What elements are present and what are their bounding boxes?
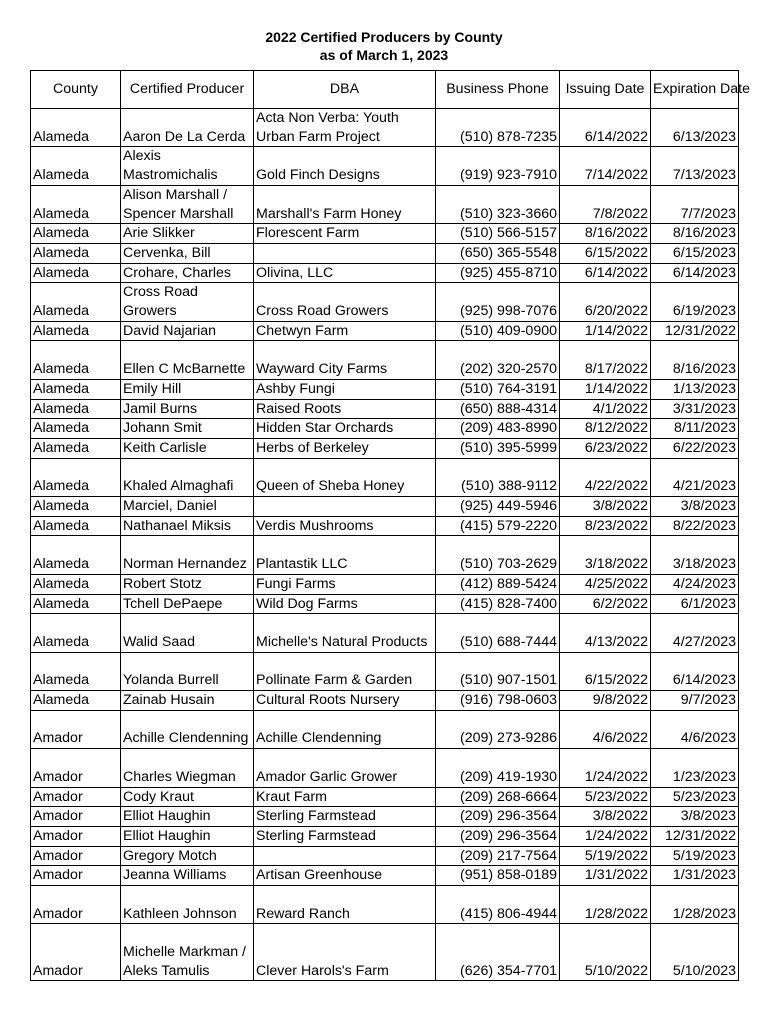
table-row — [31, 886, 739, 924]
cell-expiration-date: 1/23/2023 — [651, 749, 739, 787]
cell-phone: (209) 296-3564 — [436, 826, 560, 846]
cell-issuing-date: 1/14/2022 — [560, 379, 651, 399]
cell-phone: (510) 907-1501 — [436, 652, 560, 690]
cell-producer: Jamil Burns — [121, 399, 254, 419]
cell-dba: Sterling Farmstead — [254, 807, 436, 827]
cell-expiration-date: 6/15/2023 — [651, 243, 739, 263]
cell-dba: Achille Clendenning — [254, 710, 436, 748]
table-row — [31, 321, 739, 341]
cell-phone: (510) 878-7235 — [436, 109, 560, 147]
report-title — [0, 28, 768, 64]
cell-issuing-date: 6/14/2022 — [560, 263, 651, 283]
cell-phone: (925) 455-8710 — [436, 263, 560, 283]
cell-expiration-date: 4/27/2023 — [651, 614, 739, 652]
cell-issuing-date: 1/14/2022 — [560, 321, 651, 341]
cell-dba: Wild Dog Farms — [254, 594, 436, 614]
cell-issuing-date: 5/10/2022 — [560, 924, 651, 981]
cell-dba: Ashby Fungi — [254, 379, 436, 399]
cell-county: Alameda — [31, 691, 121, 711]
cell-issuing-date: 6/15/2022 — [560, 652, 651, 690]
cell-producer: Tchell DePaepe — [121, 594, 254, 614]
cell-expiration-date: 1/31/2023 — [651, 866, 739, 886]
cell-expiration-date: 9/7/2023 — [651, 691, 739, 711]
table-row — [31, 497, 739, 517]
cell-expiration-date: 7/13/2023 — [651, 147, 739, 185]
cell-producer: Gregory Motch — [121, 846, 254, 866]
cell-dba: Acta Non Verba: Youth Urban Farm Project — [254, 109, 436, 147]
cell-dba: Clever Harols's Farm — [254, 924, 436, 981]
table-row — [31, 807, 739, 827]
cell-county: Alameda — [31, 594, 121, 614]
header-producer: Certified Producer — [121, 71, 254, 109]
cell-county: Amador — [31, 807, 121, 827]
cell-producer: Achille Clendenning — [121, 710, 254, 748]
cell-phone: (510) 395-5999 — [436, 438, 560, 458]
cell-county: Amador — [31, 846, 121, 866]
cell-producer: Marciel, Daniel — [121, 497, 254, 517]
cell-producer: Alexis Mastromichalis — [121, 147, 254, 185]
cell-phone: (925) 998-7076 — [436, 283, 560, 321]
cell-issuing-date: 4/13/2022 — [560, 614, 651, 652]
cell-dba: Gold Finch Designs — [254, 147, 436, 185]
table-row — [31, 652, 739, 690]
cell-issuing-date: 7/8/2022 — [560, 185, 651, 223]
cell-phone: (650) 365-5548 — [436, 243, 560, 263]
cell-expiration-date: 5/23/2023 — [651, 787, 739, 807]
cell-phone: (209) 296-3564 — [436, 807, 560, 827]
cell-issuing-date: 8/16/2022 — [560, 224, 651, 244]
cell-expiration-date: 7/7/2023 — [651, 185, 739, 223]
cell-county: Alameda — [31, 185, 121, 223]
cell-producer: Walid Saad — [121, 614, 254, 652]
table-row — [31, 787, 739, 807]
cell-county: Alameda — [31, 458, 121, 496]
cell-producer: Aaron De La Cerda — [121, 109, 254, 147]
cell-issuing-date: 4/22/2022 — [560, 458, 651, 496]
cell-producer: Alison Marshall / Spencer Marshall — [121, 185, 254, 223]
table-row — [31, 263, 739, 283]
cell-dba: Michelle's Natural Products — [254, 614, 436, 652]
cell-producer: Jeanna Williams — [121, 866, 254, 886]
cell-issuing-date: 6/2/2022 — [560, 594, 651, 614]
cell-expiration-date: 12/31/2022 — [651, 321, 739, 341]
header-issuing-date: Issuing Date — [560, 71, 651, 109]
cell-phone: (510) 764-3191 — [436, 379, 560, 399]
table-row — [31, 826, 739, 846]
cell-county: Amador — [31, 886, 121, 924]
cell-county: Alameda — [31, 419, 121, 439]
table-row — [31, 283, 739, 321]
cell-phone: (209) 483-8990 — [436, 419, 560, 439]
cell-phone: (951) 858-0189 — [436, 866, 560, 886]
cell-issuing-date: 9/8/2022 — [560, 691, 651, 711]
producers-table — [30, 70, 750, 981]
cell-phone: (650) 888-4314 — [436, 399, 560, 419]
cell-county: Alameda — [31, 438, 121, 458]
cell-dba: Fungi Farms — [254, 574, 436, 594]
cell-expiration-date: 4/24/2023 — [651, 574, 739, 594]
cell-producer: Cross Road Growers — [121, 283, 254, 321]
cell-county: Alameda — [31, 379, 121, 399]
cell-phone: (510) 323-3660 — [436, 185, 560, 223]
cell-phone: (412) 889-5424 — [436, 574, 560, 594]
cell-phone: (202) 320-2570 — [436, 341, 560, 379]
cell-producer: Kathleen Johnson — [121, 886, 254, 924]
table-row — [31, 924, 739, 981]
cell-county: Amador — [31, 749, 121, 787]
cell-phone: (510) 703-2629 — [436, 536, 560, 574]
cell-county: Alameda — [31, 652, 121, 690]
cell-county: Alameda — [31, 147, 121, 185]
cell-dba: Artisan Greenhouse — [254, 866, 436, 886]
table-row — [31, 846, 739, 866]
cell-producer: Yolanda Burrell — [121, 652, 254, 690]
table-row — [31, 691, 739, 711]
cell-phone: (626) 354-7701 — [436, 924, 560, 981]
cell-county: Amador — [31, 826, 121, 846]
cell-county: Alameda — [31, 516, 121, 536]
table-row — [31, 458, 739, 496]
cell-issuing-date: 6/14/2022 — [560, 109, 651, 147]
cell-producer: Ellen C McBarnette — [121, 341, 254, 379]
cell-dba: Queen of Sheba Honey — [254, 458, 436, 496]
cell-producer: Norman Hernandez — [121, 536, 254, 574]
cell-county: Amador — [31, 866, 121, 886]
cell-dba: Verdis Mushrooms — [254, 516, 436, 536]
cell-dba — [254, 846, 436, 866]
cell-county: Alameda — [31, 614, 121, 652]
cell-county: Alameda — [31, 341, 121, 379]
cell-county: Alameda — [31, 283, 121, 321]
cell-issuing-date: 1/24/2022 — [560, 749, 651, 787]
cell-county: Amador — [31, 787, 121, 807]
cell-issuing-date: 5/23/2022 — [560, 787, 651, 807]
cell-issuing-date: 8/17/2022 — [560, 341, 651, 379]
cell-expiration-date: 3/18/2023 — [651, 536, 739, 574]
table-row — [31, 536, 739, 574]
cell-producer: Crohare, Charles — [121, 263, 254, 283]
cell-dba: Sterling Farmstead — [254, 826, 436, 846]
cell-producer: Emily Hill — [121, 379, 254, 399]
cell-issuing-date: 3/8/2022 — [560, 807, 651, 827]
cell-producer: David Najarian — [121, 321, 254, 341]
cell-expiration-date: 3/8/2023 — [651, 807, 739, 827]
cell-dba: Marshall's Farm Honey — [254, 185, 436, 223]
cell-producer: Robert Stotz — [121, 574, 254, 594]
cell-dba: Pollinate Farm & Garden — [254, 652, 436, 690]
cell-county: Alameda — [31, 321, 121, 341]
cell-dba — [254, 497, 436, 517]
table-row — [31, 710, 739, 748]
table-row — [31, 594, 739, 614]
title-line-1: 2022 Certified Producers by County — [265, 29, 503, 45]
cell-expiration-date: 4/21/2023 — [651, 458, 739, 496]
cell-producer: Charles Wiegman — [121, 749, 254, 787]
cell-expiration-date: 1/13/2023 — [651, 379, 739, 399]
header-dba: DBA — [254, 71, 436, 109]
table-row — [31, 379, 739, 399]
cell-expiration-date: 5/19/2023 — [651, 846, 739, 866]
cell-issuing-date: 3/18/2022 — [560, 536, 651, 574]
cell-producer: Keith Carlisle — [121, 438, 254, 458]
cell-county: Alameda — [31, 263, 121, 283]
cell-phone: (415) 579-2220 — [436, 516, 560, 536]
cell-county: Amador — [31, 924, 121, 981]
cell-producer: Elliot Haughin — [121, 807, 254, 827]
cell-producer: Johann Smit — [121, 419, 254, 439]
header-row — [31, 71, 739, 109]
cell-issuing-date: 4/6/2022 — [560, 710, 651, 748]
table-row — [31, 516, 739, 536]
cell-expiration-date: 6/22/2023 — [651, 438, 739, 458]
cell-issuing-date: 3/8/2022 — [560, 497, 651, 517]
cell-producer: Zainab Husain — [121, 691, 254, 711]
cell-county: Alameda — [31, 109, 121, 147]
cell-expiration-date: 6/14/2023 — [651, 263, 739, 283]
table-row — [31, 866, 739, 886]
cell-county: Alameda — [31, 536, 121, 574]
cell-phone: (510) 566-5157 — [436, 224, 560, 244]
cell-phone: (415) 806-4944 — [436, 886, 560, 924]
cell-county: Alameda — [31, 497, 121, 517]
cell-phone: (209) 217-7564 — [436, 846, 560, 866]
cell-phone: (209) 273-9286 — [436, 710, 560, 748]
cell-expiration-date: 6/19/2023 — [651, 283, 739, 321]
cell-issuing-date: 5/19/2022 — [560, 846, 651, 866]
cell-expiration-date: 3/8/2023 — [651, 497, 739, 517]
table-row — [31, 419, 739, 439]
cell-dba: Herbs of Berkeley — [254, 438, 436, 458]
cell-expiration-date: 6/13/2023 — [651, 109, 739, 147]
cell-dba: Florescent Farm — [254, 224, 436, 244]
cell-county: Alameda — [31, 243, 121, 263]
cell-dba: Amador Garlic Grower — [254, 749, 436, 787]
cell-expiration-date: 5/10/2023 — [651, 924, 739, 981]
cell-expiration-date: 6/14/2023 — [651, 652, 739, 690]
cell-expiration-date: 3/31/2023 — [651, 399, 739, 419]
cell-issuing-date: 6/23/2022 — [560, 438, 651, 458]
cell-phone: (415) 828-7400 — [436, 594, 560, 614]
cell-phone: (209) 419-1930 — [436, 749, 560, 787]
cell-phone: (510) 688-7444 — [436, 614, 560, 652]
cell-dba: Cross Road Growers — [254, 283, 436, 321]
cell-dba: Chetwyn Farm — [254, 321, 436, 341]
cell-producer: Elliot Haughin — [121, 826, 254, 846]
cell-producer: Nathanael Miksis — [121, 516, 254, 536]
cell-producer: Arie Slikker — [121, 224, 254, 244]
cell-county: Alameda — [31, 224, 121, 244]
header-expiration-date: Expiration Date — [651, 71, 739, 109]
cell-county: Amador — [31, 710, 121, 748]
cell-phone: (209) 268-6664 — [436, 787, 560, 807]
cell-issuing-date: 8/12/2022 — [560, 419, 651, 439]
cell-issuing-date: 1/28/2022 — [560, 886, 651, 924]
table-row — [31, 185, 739, 223]
header-county: County — [31, 71, 121, 109]
cell-county: Alameda — [31, 574, 121, 594]
table-row — [31, 224, 739, 244]
cell-expiration-date: 8/11/2023 — [651, 419, 739, 439]
cell-dba: Cultural Roots Nursery — [254, 691, 436, 711]
cell-expiration-date: 8/16/2023 — [651, 341, 739, 379]
cell-issuing-date: 7/14/2022 — [560, 147, 651, 185]
cell-dba: Plantastik LLC — [254, 536, 436, 574]
cell-county: Alameda — [31, 399, 121, 419]
cell-expiration-date: 8/16/2023 — [651, 224, 739, 244]
cell-issuing-date: 8/23/2022 — [560, 516, 651, 536]
cell-phone: (510) 409-0900 — [436, 321, 560, 341]
cell-producer: Khaled Almaghafi — [121, 458, 254, 496]
cell-phone: (510) 388-9112 — [436, 458, 560, 496]
cell-phone: (919) 923-7910 — [436, 147, 560, 185]
cell-expiration-date: 4/6/2023 — [651, 710, 739, 748]
cell-expiration-date: 8/22/2023 — [651, 516, 739, 536]
cell-producer: Michelle Markman / Aleks Tamulis — [121, 924, 254, 981]
cell-issuing-date: 1/31/2022 — [560, 866, 651, 886]
cell-producer: Cervenka, Bill — [121, 243, 254, 263]
cell-issuing-date: 4/25/2022 — [560, 574, 651, 594]
title-line-2: as of March 1, 2023 — [319, 47, 449, 63]
cell-issuing-date: 6/15/2022 — [560, 243, 651, 263]
cell-dba: Kraut Farm — [254, 787, 436, 807]
cell-dba: Raised Roots — [254, 399, 436, 419]
cell-dba: Hidden Star Orchards — [254, 419, 436, 439]
cell-issuing-date: 4/1/2022 — [560, 399, 651, 419]
cell-issuing-date: 6/20/2022 — [560, 283, 651, 321]
cell-expiration-date: 12/31/2022 — [651, 826, 739, 846]
cell-dba: Reward Ranch — [254, 886, 436, 924]
table-row — [31, 614, 739, 652]
cell-phone: (925) 449-5946 — [436, 497, 560, 517]
cell-dba: Wayward City Farms — [254, 341, 436, 379]
cell-producer: Cody Kraut — [121, 787, 254, 807]
table-row — [31, 574, 739, 594]
cell-expiration-date: 1/28/2023 — [651, 886, 739, 924]
table-row — [31, 243, 739, 263]
cell-issuing-date: 1/24/2022 — [560, 826, 651, 846]
table-row — [31, 109, 739, 147]
cell-phone: (916) 798-0603 — [436, 691, 560, 711]
cell-dba: Olivina, LLC — [254, 263, 436, 283]
table-row — [31, 399, 739, 419]
cell-expiration-date: 6/1/2023 — [651, 594, 739, 614]
table-row — [31, 438, 739, 458]
table-row — [31, 749, 739, 787]
table-row — [31, 341, 739, 379]
cell-dba — [254, 243, 436, 263]
header-phone: Business Phone — [436, 71, 560, 109]
table-row — [31, 147, 739, 185]
